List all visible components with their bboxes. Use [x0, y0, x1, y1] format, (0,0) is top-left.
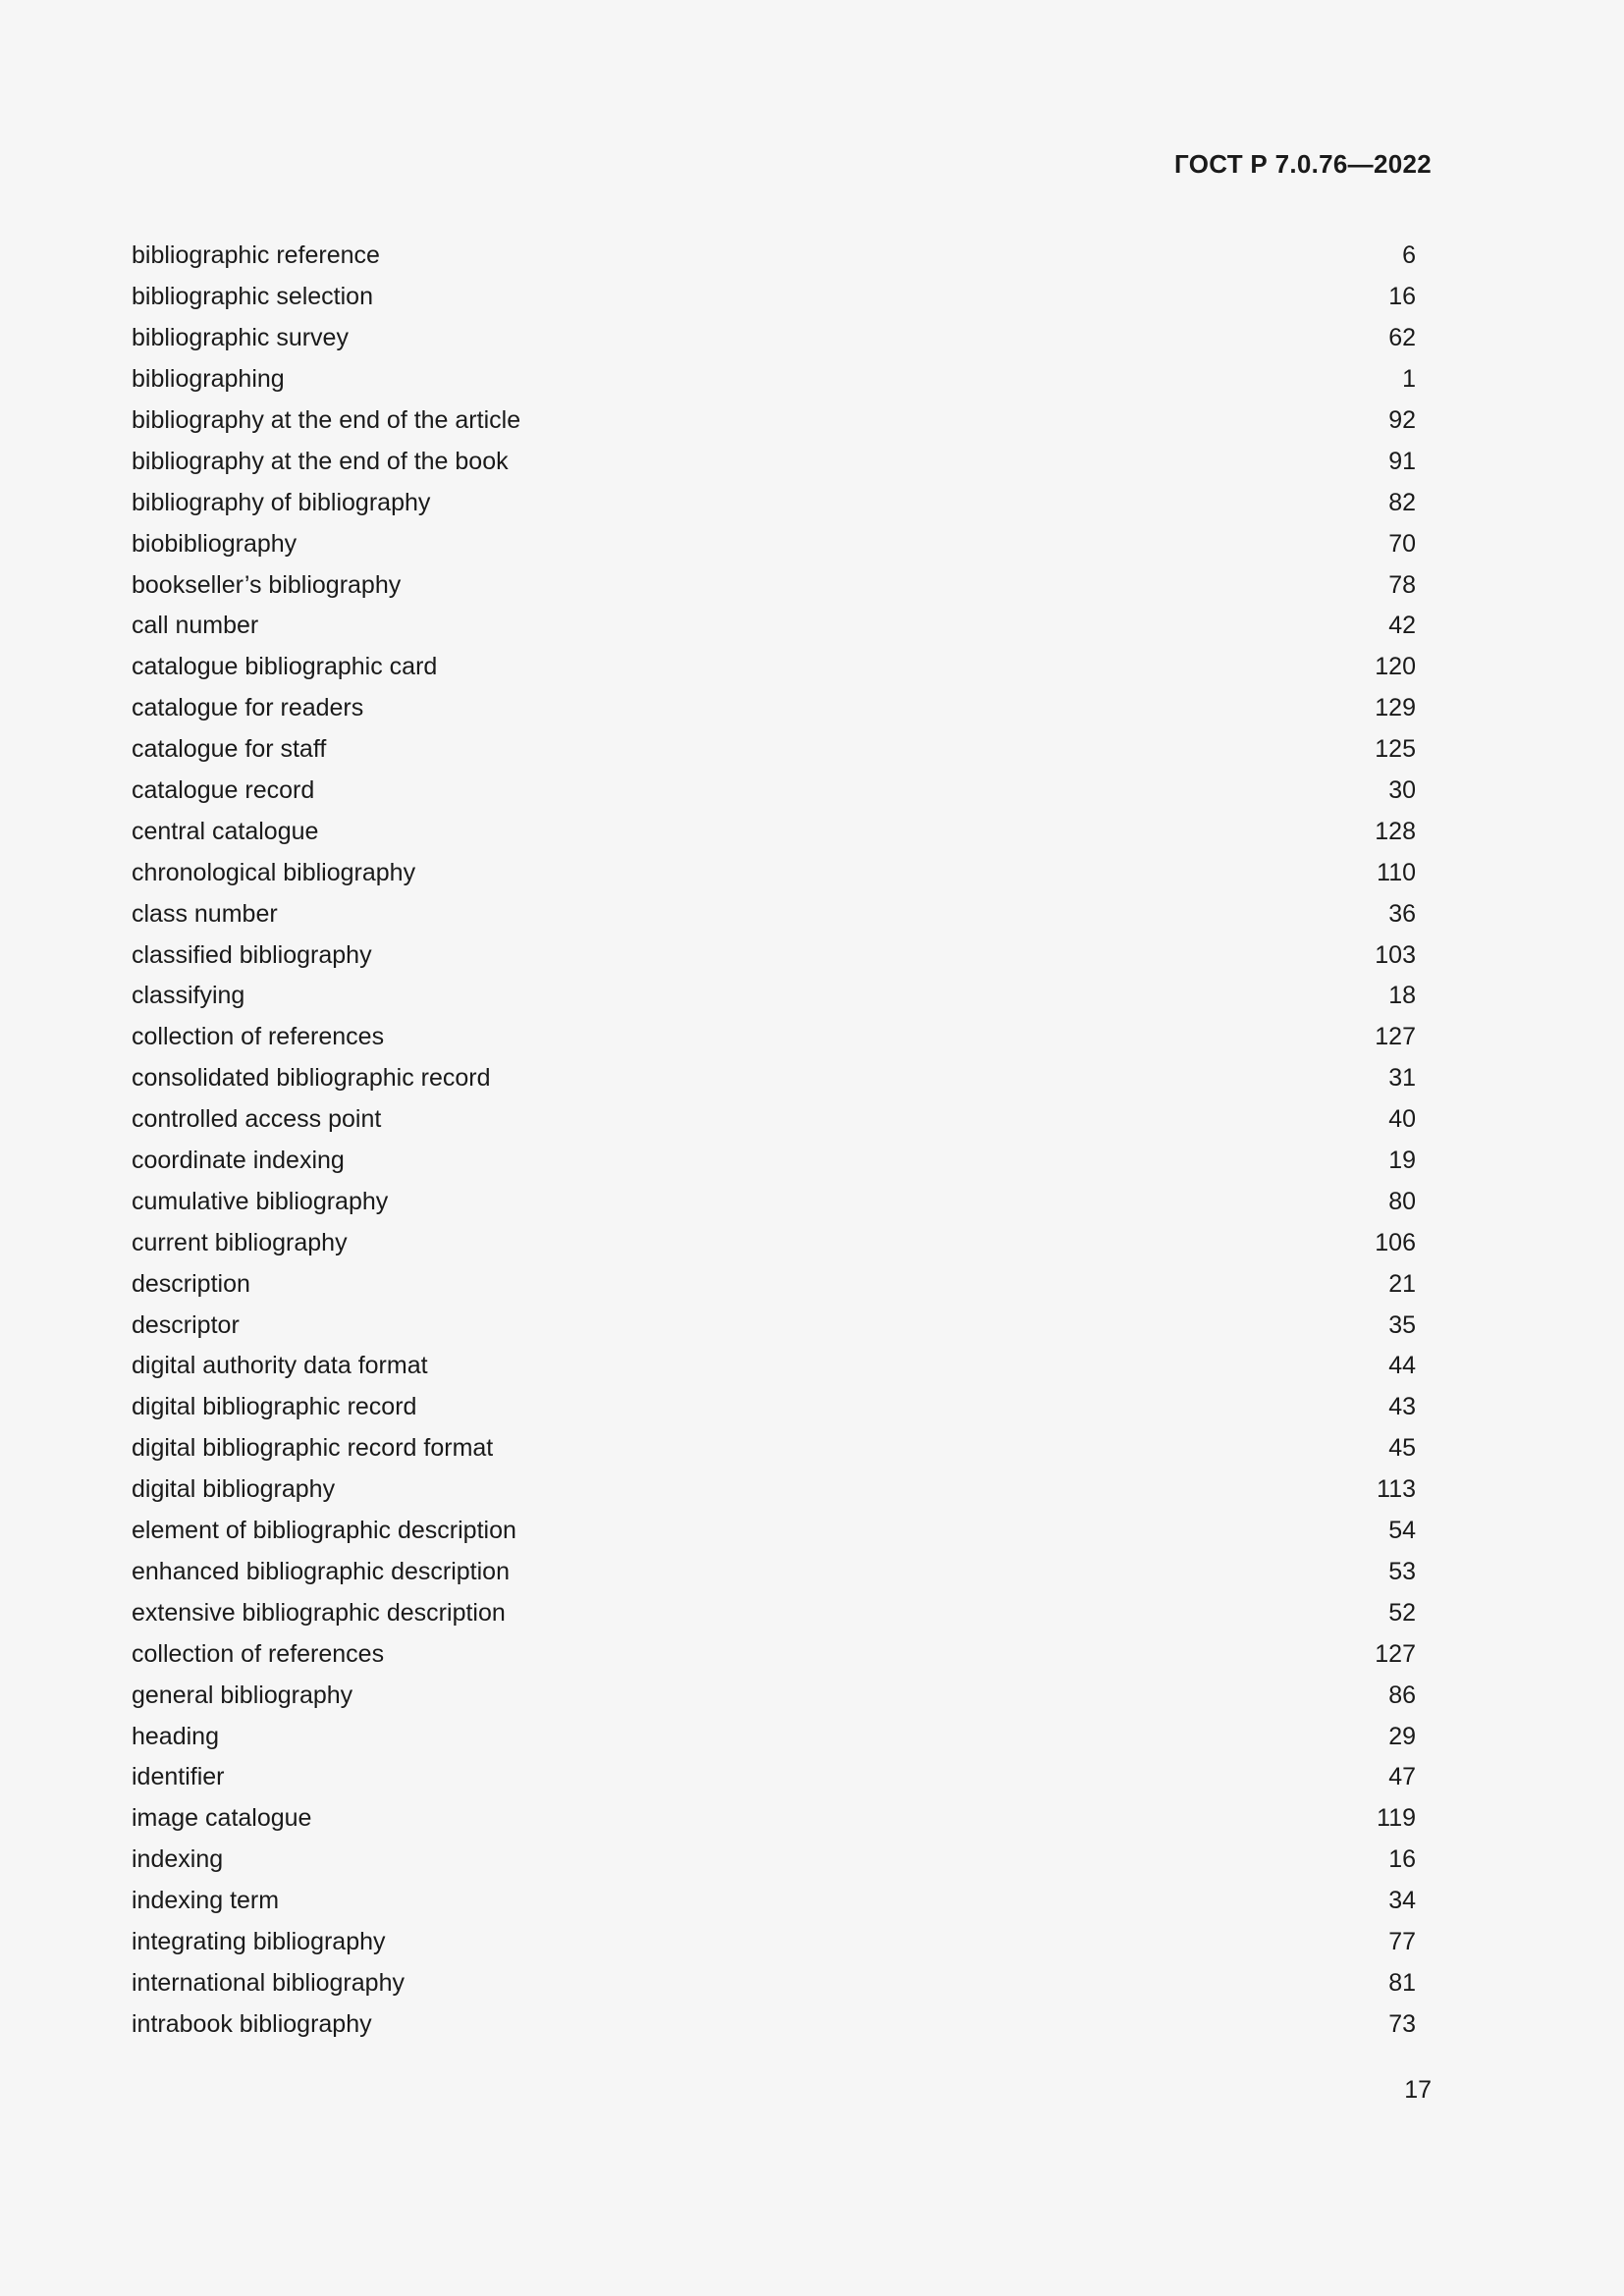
index-row [132, 1552, 1416, 1593]
index-term: collection of references [132, 1639, 385, 1668]
index-term: indexing term [132, 1887, 280, 1915]
index-term-number: 91 [1388, 447, 1416, 475]
index-term: bookseller’s bibliography [132, 570, 402, 599]
index-term-number: 110 [1377, 858, 1416, 886]
index-row [132, 934, 1416, 976]
index-row [132, 852, 1416, 893]
index-term-number: 47 [1388, 1763, 1416, 1791]
index-row [132, 1675, 1416, 1716]
index-term-number: 127 [1375, 1639, 1416, 1668]
index-term-number: 43 [1388, 1393, 1416, 1421]
index-row [132, 400, 1416, 442]
index-term: chronological bibliography [132, 858, 416, 886]
index-term: digital bibliography [132, 1475, 336, 1504]
index-term: classified bibliography [132, 940, 372, 969]
index-term-number: 81 [1388, 1968, 1416, 1997]
index-term: catalogue for staff [132, 735, 327, 764]
index-term: enhanced bibliographic description [132, 1557, 510, 1585]
index-term-number: 82 [1388, 488, 1416, 516]
index-term-number: 29 [1388, 1722, 1416, 1750]
index-row [132, 647, 1416, 688]
index-row [132, 1840, 1416, 1881]
index-row [132, 523, 1416, 564]
index-term: call number [132, 612, 259, 640]
index-term: intrabook bibliography [132, 2009, 372, 2038]
index-row [132, 1263, 1416, 1305]
index-row [132, 277, 1416, 318]
index-term-number: 73 [1388, 2009, 1416, 2038]
index-term-number: 42 [1388, 612, 1416, 640]
index-term: catalogue for readers [132, 694, 364, 722]
index-term: central catalogue [132, 817, 319, 845]
index-row [132, 771, 1416, 812]
index-term: collection of references [132, 1023, 385, 1051]
index-term-number: 86 [1388, 1681, 1416, 1709]
index-term: indexing [132, 1845, 224, 1874]
index-term: coordinate indexing [132, 1147, 345, 1175]
index-term: identifier [132, 1763, 225, 1791]
index-row [132, 1305, 1416, 1346]
index-term: bibliography of bibliography [132, 488, 431, 516]
index-row [132, 1058, 1416, 1099]
index-term-number: 119 [1377, 1804, 1416, 1833]
index-term: general bibliography [132, 1681, 353, 1709]
index-term-number: 77 [1388, 1927, 1416, 1955]
index-row [132, 1222, 1416, 1263]
index-term: class number [132, 899, 278, 928]
index-term: bibliographic survey [132, 324, 349, 352]
index-term: digital bibliographic record format [132, 1434, 494, 1463]
index-term: controlled access point [132, 1105, 382, 1134]
index-term: image catalogue [132, 1804, 312, 1833]
index-term: catalogue bibliographic card [132, 653, 438, 681]
index-term-number: 103 [1375, 940, 1416, 969]
index-term-number: 125 [1375, 735, 1416, 764]
index-term-number: 128 [1375, 817, 1416, 845]
index-term-number: 113 [1377, 1475, 1416, 1504]
index-row [132, 1592, 1416, 1633]
index-row [132, 1141, 1416, 1182]
index-term-number: 129 [1375, 694, 1416, 722]
index-term: bibliographic selection [132, 283, 373, 311]
index-term-number: 36 [1388, 899, 1416, 928]
index-term-number: 18 [1388, 982, 1416, 1010]
index-row [132, 1428, 1416, 1469]
index-term: international bibliography [132, 1968, 405, 1997]
index-term: current bibliography [132, 1228, 348, 1256]
index-term: descriptor [132, 1310, 240, 1339]
index-term: extensive bibliographic description [132, 1598, 506, 1627]
index-term-number: 16 [1388, 1845, 1416, 1874]
index-term-number: 16 [1388, 283, 1416, 311]
index-term: biobibliography [132, 529, 298, 558]
index-term: description [132, 1269, 250, 1298]
index-row [132, 976, 1416, 1017]
index-term-number: 106 [1375, 1228, 1416, 1256]
index-row [132, 564, 1416, 606]
index-row [132, 811, 1416, 852]
index-term-number: 80 [1388, 1187, 1416, 1215]
index-term-number: 53 [1388, 1557, 1416, 1585]
index-term-number: 1 [1402, 365, 1416, 394]
index-term-number: 30 [1388, 776, 1416, 805]
index-row [132, 482, 1416, 523]
index-row [132, 1099, 1416, 1141]
index-term: bibliographic reference [132, 241, 380, 270]
index-term: bibliography at the end of the book [132, 447, 509, 475]
index-term: catalogue record [132, 776, 315, 805]
index-term-number: 78 [1388, 570, 1416, 599]
index-term-number: 40 [1388, 1105, 1416, 1134]
index-row [132, 1346, 1416, 1387]
index-term: cumulative bibliography [132, 1187, 389, 1215]
index-row [132, 1181, 1416, 1222]
index-term: bibliography at the end of the article [132, 406, 521, 434]
index-list [132, 236, 1416, 2045]
index-term: classifying [132, 982, 245, 1010]
index-row [132, 359, 1416, 400]
index-term-number: 44 [1388, 1352, 1416, 1380]
index-row [132, 441, 1416, 482]
index-term: element of bibliographic description [132, 1517, 516, 1545]
page-number: 17 [1404, 2076, 1432, 2104]
index-row [132, 236, 1416, 277]
page-header: ГОСТ Р 7.0.76—2022 [1174, 149, 1432, 179]
index-term-number: 70 [1388, 529, 1416, 558]
index-row [132, 1798, 1416, 1840]
index-term: bibliographing [132, 365, 285, 394]
index-term-number: 19 [1388, 1147, 1416, 1175]
index-row [132, 1017, 1416, 1058]
index-row [132, 606, 1416, 647]
index-term-number: 52 [1388, 1598, 1416, 1627]
index-term-number: 6 [1402, 241, 1416, 270]
index-term-number: 45 [1388, 1434, 1416, 1463]
index-term-number: 31 [1388, 1064, 1416, 1093]
index-row [132, 1469, 1416, 1511]
index-row [132, 1633, 1416, 1675]
index-row [132, 1962, 1416, 2003]
index-term: integrating bibliography [132, 1927, 386, 1955]
index-term: digital authority data format [132, 1352, 428, 1380]
index-row [132, 2003, 1416, 2045]
index-term-number: 120 [1375, 653, 1416, 681]
index-term-number: 34 [1388, 1887, 1416, 1915]
index-term-number: 127 [1375, 1023, 1416, 1051]
index-row [132, 1716, 1416, 1757]
index-term: consolidated bibliographic record [132, 1064, 491, 1093]
index-row [132, 318, 1416, 359]
index-term: digital bibliographic record [132, 1393, 417, 1421]
index-row [132, 1387, 1416, 1428]
index-term-number: 54 [1388, 1517, 1416, 1545]
index-row [132, 688, 1416, 729]
index-term-number: 92 [1388, 406, 1416, 434]
index-row [132, 1922, 1416, 1963]
index-row [132, 729, 1416, 771]
index-row [132, 893, 1416, 934]
index-row [132, 1511, 1416, 1552]
index-row [132, 1757, 1416, 1798]
index-term-number: 35 [1388, 1310, 1416, 1339]
index-term-number: 21 [1388, 1269, 1416, 1298]
index-row [132, 1881, 1416, 1922]
index-term: heading [132, 1722, 219, 1750]
index-term-number: 62 [1388, 324, 1416, 352]
